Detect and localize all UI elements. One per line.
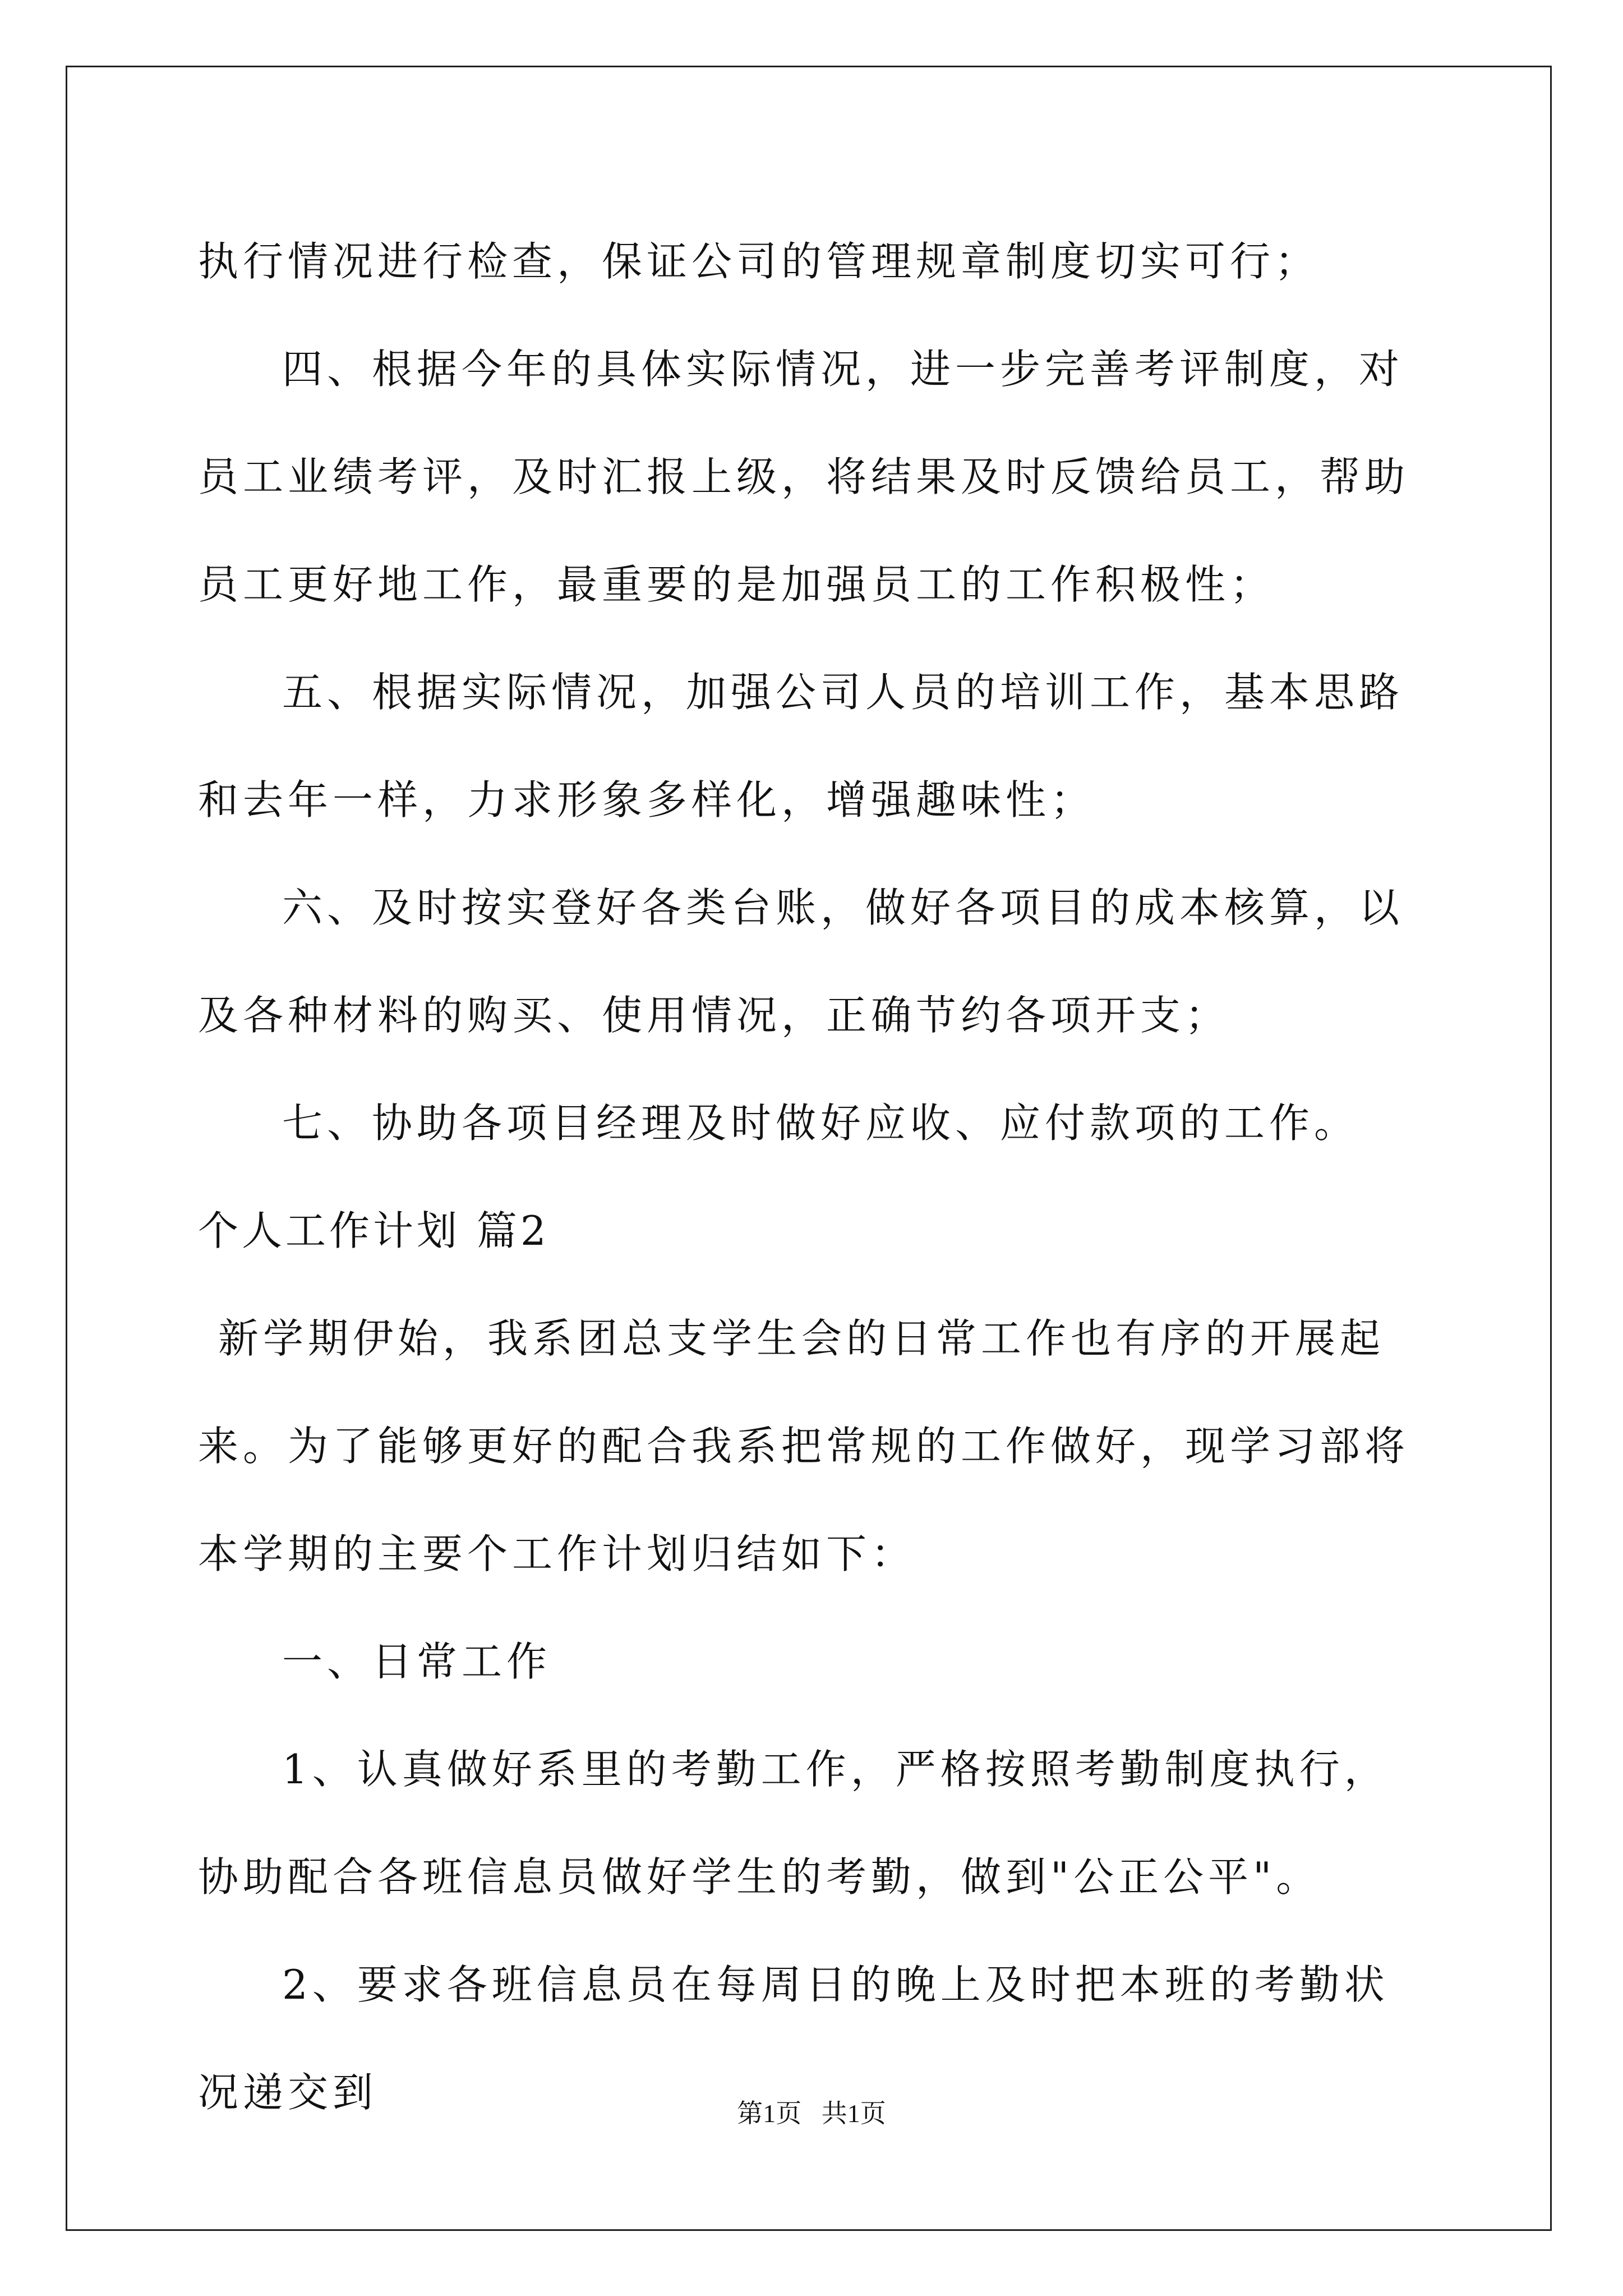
paragraph-item-4: 四、根据今年的具体实际情况，进一步完善考评制度，对员工业绩考评，及时汇报上级，将结果及时反馈给员工，帮助员工更好地工作，最重要的是加强员工的工作积极性； xyxy=(198,346,1410,608)
paragraph-item-5: 五、根据实际情况，加强公司人员的培训工作，基本思路和去年一样，力求形象多样化，增强趣味性； xyxy=(198,669,1404,823)
page-number: 第1页 xyxy=(737,2099,802,2128)
page-total: 共1页 xyxy=(821,2099,886,2128)
document-body xyxy=(198,208,1432,2146)
paragraph-item-6: 六、及时按实登好各类台账，做好各项目的成本核算，以及各种材料的购买、使用情况，正确节约各项开支； xyxy=(198,884,1404,1039)
subheading-daily-work: 一、日常工作 xyxy=(282,1638,552,1685)
paragraph-item-7: 七、协助各项目经理及时做好应收、应付款项的工作。 xyxy=(282,1099,1359,1147)
paragraph-point-2: 2、要求各班信息员在每周日的晚上及时把本班的考勤状况递交到 xyxy=(198,1961,1389,2116)
paragraph-intro: 新学期伊始，我系团总支学生会的日常工作也有序的开展起来。为了能够更好的配合我系把常规的工作做好，现学习部将本学期的主要个工作计划归结如下： xyxy=(198,1315,1410,1577)
page-footer xyxy=(0,2097,1623,2131)
paragraph-continuation: 执行情况进行检查，保证公司的管理规章制度切实可行； xyxy=(198,238,1320,285)
section-heading: 个人工作计划 篇2 xyxy=(198,1207,550,1254)
paragraph-point-1: 1、认真做好系里的考勤工作，严格按照考勤制度执行，协助配合各班信息员做好学生的考勤，做到"公正公平"。 xyxy=(198,1746,1389,1901)
